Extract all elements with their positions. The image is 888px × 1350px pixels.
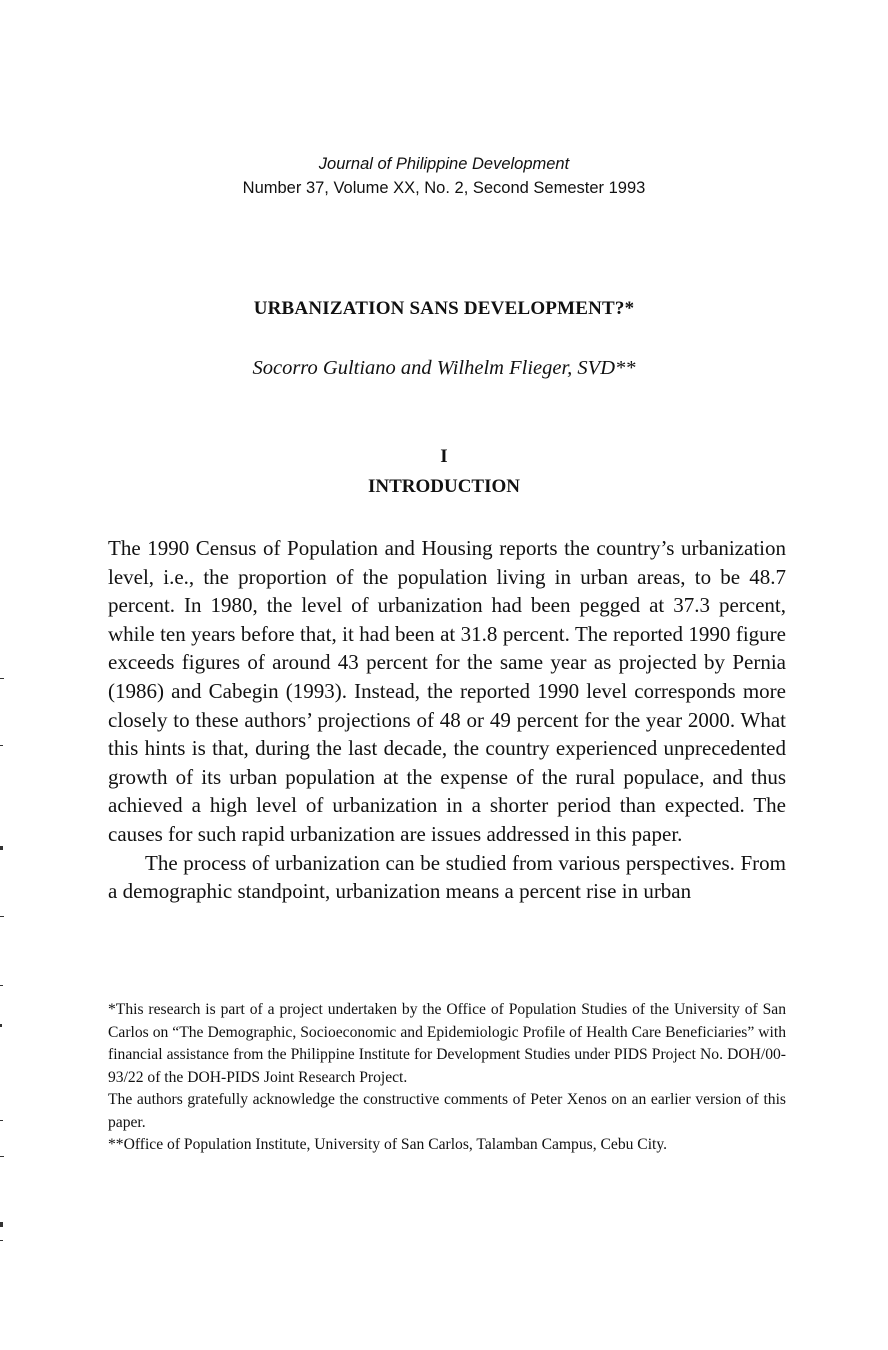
journal-name: Journal of Philippine Development bbox=[318, 155, 570, 173]
footnote: *This research is part of a project undertaken by the Office of Population Studies of the University of San Carlos on “The Demographic, Socioeconomic and Epidemiologic Profile of Health Care Beneficiaries” with financial assistance from the Philippine Institute for Development Studies under PIDS Project No. DOH/00-93/22 of the DOH-PIDS Joint Research Project. bbox=[108, 1001, 786, 1086]
footnote: **Office of Population Institute, University of San Carlos, Talamban Campus, Cebu City. bbox=[108, 1136, 668, 1153]
article-title: URBANIZATION SANS DEVELOPMENT?* bbox=[253, 298, 635, 319]
scan-speck bbox=[0, 846, 3, 850]
scan-speck bbox=[0, 985, 3, 986]
section-number: I bbox=[440, 446, 448, 467]
body-text bbox=[108, 534, 786, 906]
scan-speck bbox=[0, 745, 3, 746]
footnotes bbox=[108, 999, 786, 1157]
scan-speck bbox=[0, 678, 4, 679]
scan-speck bbox=[0, 1240, 3, 1241]
article-authors: Socorro Gultiano and Wilhelm Flieger, SVD** bbox=[252, 357, 636, 379]
scan-speck bbox=[0, 1120, 3, 1121]
footnote: The authors gratefully acknowledge the constructive comments of Peter Xenos on an earlier version of this paper. bbox=[108, 1091, 786, 1131]
scan-speck bbox=[0, 1156, 4, 1157]
section-title: INTRODUCTION bbox=[367, 476, 521, 497]
scan-speck bbox=[0, 1222, 3, 1227]
body-paragraph: The 1990 Census of Population and Housing reports the country’s urbanization level, i.e., the proportion of the population living in urban areas, to be 48.7 percent. In 1980, the level of urbanization had been pegged at 37.3 percent, while ten years before that, it had been at 31.8 percent. The reported 1990 figure exceeds figures of around 43 percent for the same year as projected by Pernia (1986) and Cabegin (1993). Instead, the reported 1990 level corresponds more closely to these authors’ projections of 48 or 49 percent for the year 2000. What this hints is that, during the last decade, the country experienced unprecedented growth of its urban population at the expense of the rural populace, and thus achieved a high level of urbanization in a shorter period than expected. The causes for such rapid urbanization are issues addressed in this paper. bbox=[108, 536, 786, 846]
journal-issue: Number 37, Volume XX, No. 2, Second Semester 1993 bbox=[242, 179, 646, 197]
scan-speck bbox=[0, 916, 4, 917]
scan-speck bbox=[0, 1024, 2, 1027]
body-paragraph: The process of urbanization can be studied from various perspectives. From a demographic standpoint, urbanization means a percent rise in urban bbox=[108, 850, 786, 904]
